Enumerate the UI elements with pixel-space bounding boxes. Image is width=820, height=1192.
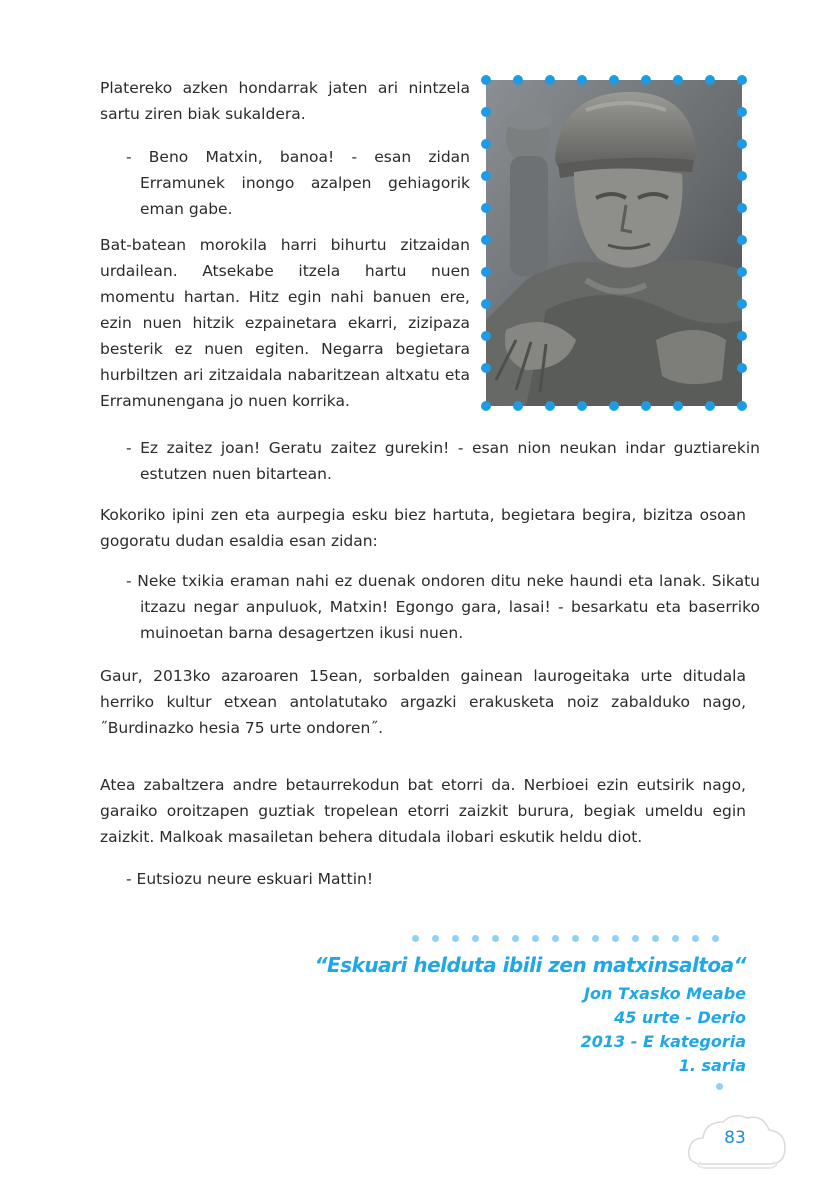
attribution-end-dot bbox=[716, 1083, 723, 1090]
frame-dot bbox=[641, 75, 651, 85]
divider-dot bbox=[632, 935, 639, 942]
soldier-sculpture-image bbox=[486, 80, 742, 406]
frame-dot bbox=[673, 401, 683, 411]
attribution-dots-divider bbox=[412, 935, 732, 945]
frame-dot bbox=[481, 75, 491, 85]
frame-dot bbox=[577, 75, 587, 85]
paragraph-2: Bat-batean morokila harri bihurtu zitzaidan urdailean. Atsekabe itzela hartu nuen momentu hartan. Hitz egin nahi banuen ere, ezin nuen hitzik ezpainetara ekarri, zizipaza besterik ez nuen egiten. Negarra begietara hurbiltzen ari zitzaidala nabaritzean altxatu eta Erramunengana jo nuen korrika. bbox=[100, 236, 470, 410]
divider-dot bbox=[572, 935, 579, 942]
frame-dot bbox=[545, 401, 555, 411]
frame-dot bbox=[673, 75, 683, 85]
frame-dot bbox=[481, 203, 491, 213]
divider-dot bbox=[652, 935, 659, 942]
frame-dot bbox=[737, 331, 747, 341]
dialogue-2: - Ez zaitez joan! Geratu zaitez gurekin! - esan nion neukan indar guztiarekin estutzen nuen bitartean. bbox=[126, 439, 760, 483]
frame-dot bbox=[513, 75, 523, 85]
contest-category: 2013 - E kategoria bbox=[580, 1032, 746, 1051]
frame-dot bbox=[481, 107, 491, 117]
frame-dot bbox=[737, 171, 747, 181]
divider-dot bbox=[472, 935, 479, 942]
frame-dot bbox=[737, 235, 747, 245]
dialogue-3: - Neke txikia eraman nahi ez duenak ondoren ditu neke haundi eta lanak. Sikatu itzazu negar anpuluok, Matxin! Egongo gara, lasai! - besarkatu eta baserriko muinoetan barna desagertzen ikusi nuen. bbox=[126, 572, 760, 642]
frame-dot bbox=[705, 75, 715, 85]
frame-dot bbox=[737, 203, 747, 213]
dialogue-4: - Eutsiozu neure eskuari Mattin! bbox=[126, 870, 374, 888]
frame-dot bbox=[481, 363, 491, 373]
divider-dot bbox=[432, 935, 439, 942]
author-age-place: 45 urte - Derio bbox=[614, 1008, 746, 1027]
divider-dot bbox=[452, 935, 459, 942]
frame-dot bbox=[545, 75, 555, 85]
divider-dot bbox=[712, 935, 719, 942]
paragraph-4: Gaur, 2013ko azaroaren 15ean, sorbalden gainean laurogeitaka urte ditudala herriko kultur etxean antolatutako argazki erakusketa noiz zabalduko nago, ˝Burdinazko hesia 75 urte ondoren˝. bbox=[100, 667, 746, 737]
dialogue-1 bbox=[126, 144, 470, 222]
divider-dot bbox=[512, 935, 519, 942]
paragraph-1: Platereko azken hondarrak jaten ari nintzela sartu ziren biak sukaldera. bbox=[100, 79, 470, 123]
frame-dot bbox=[481, 299, 491, 309]
frame-dot bbox=[705, 401, 715, 411]
frame-dot bbox=[609, 75, 619, 85]
page-number: 83 bbox=[724, 1128, 746, 1148]
sculpture-photo bbox=[486, 80, 742, 406]
frame-dot bbox=[737, 107, 747, 117]
dialogue-1-rest: Erramunek inongo azalpen gehiagorik eman gabe. bbox=[140, 174, 470, 218]
story-title: “Eskuari helduta ibili zen matxinsaltoa“ bbox=[314, 953, 746, 977]
frame-dot bbox=[481, 401, 491, 411]
frame-dot bbox=[737, 299, 747, 309]
paragraph-3: Kokoriko ipini zen eta aurpegia esku biez hartuta, begietara begira, bizitza osoan gogoratu dudan esaldia esan zidan: bbox=[100, 506, 746, 550]
frame-dot bbox=[609, 401, 619, 411]
frame-dot bbox=[737, 363, 747, 373]
frame-dot bbox=[737, 267, 747, 277]
divider-dot bbox=[672, 935, 679, 942]
story-author: Jon Txasko Meabe bbox=[584, 984, 746, 1003]
frame-dot bbox=[481, 331, 491, 341]
frame-dot bbox=[641, 401, 651, 411]
divider-dot bbox=[692, 935, 699, 942]
prize-label: 1. saria bbox=[678, 1056, 746, 1075]
divider-dot bbox=[412, 935, 419, 942]
frame-dot bbox=[481, 171, 491, 181]
divider-dot bbox=[552, 935, 559, 942]
divider-dot bbox=[612, 935, 619, 942]
frame-dot bbox=[737, 401, 747, 411]
frame-dot bbox=[513, 401, 523, 411]
frame-dot bbox=[481, 235, 491, 245]
divider-dot bbox=[592, 935, 599, 942]
frame-dot bbox=[481, 267, 491, 277]
frame-dot bbox=[737, 139, 747, 149]
divider-dot bbox=[532, 935, 539, 942]
frame-dot bbox=[577, 401, 587, 411]
frame-dot bbox=[481, 139, 491, 149]
dialogue-1-first-line: - Beno Matxin, banoa! - esan zidan bbox=[126, 148, 470, 166]
frame-dot bbox=[737, 75, 747, 85]
paragraph-5: Atea zabaltzera andre betaurrekodun bat etorri da. Nerbioei ezin eutsirik nago, garaiko oroitzapen guztiak tropelean etorri zaizkit burura, begiak umeldu egin zaizkit. Malkoak masailetan behera ditudala ilobari eskutik heldu diot. bbox=[100, 776, 746, 846]
divider-dot bbox=[492, 935, 499, 942]
